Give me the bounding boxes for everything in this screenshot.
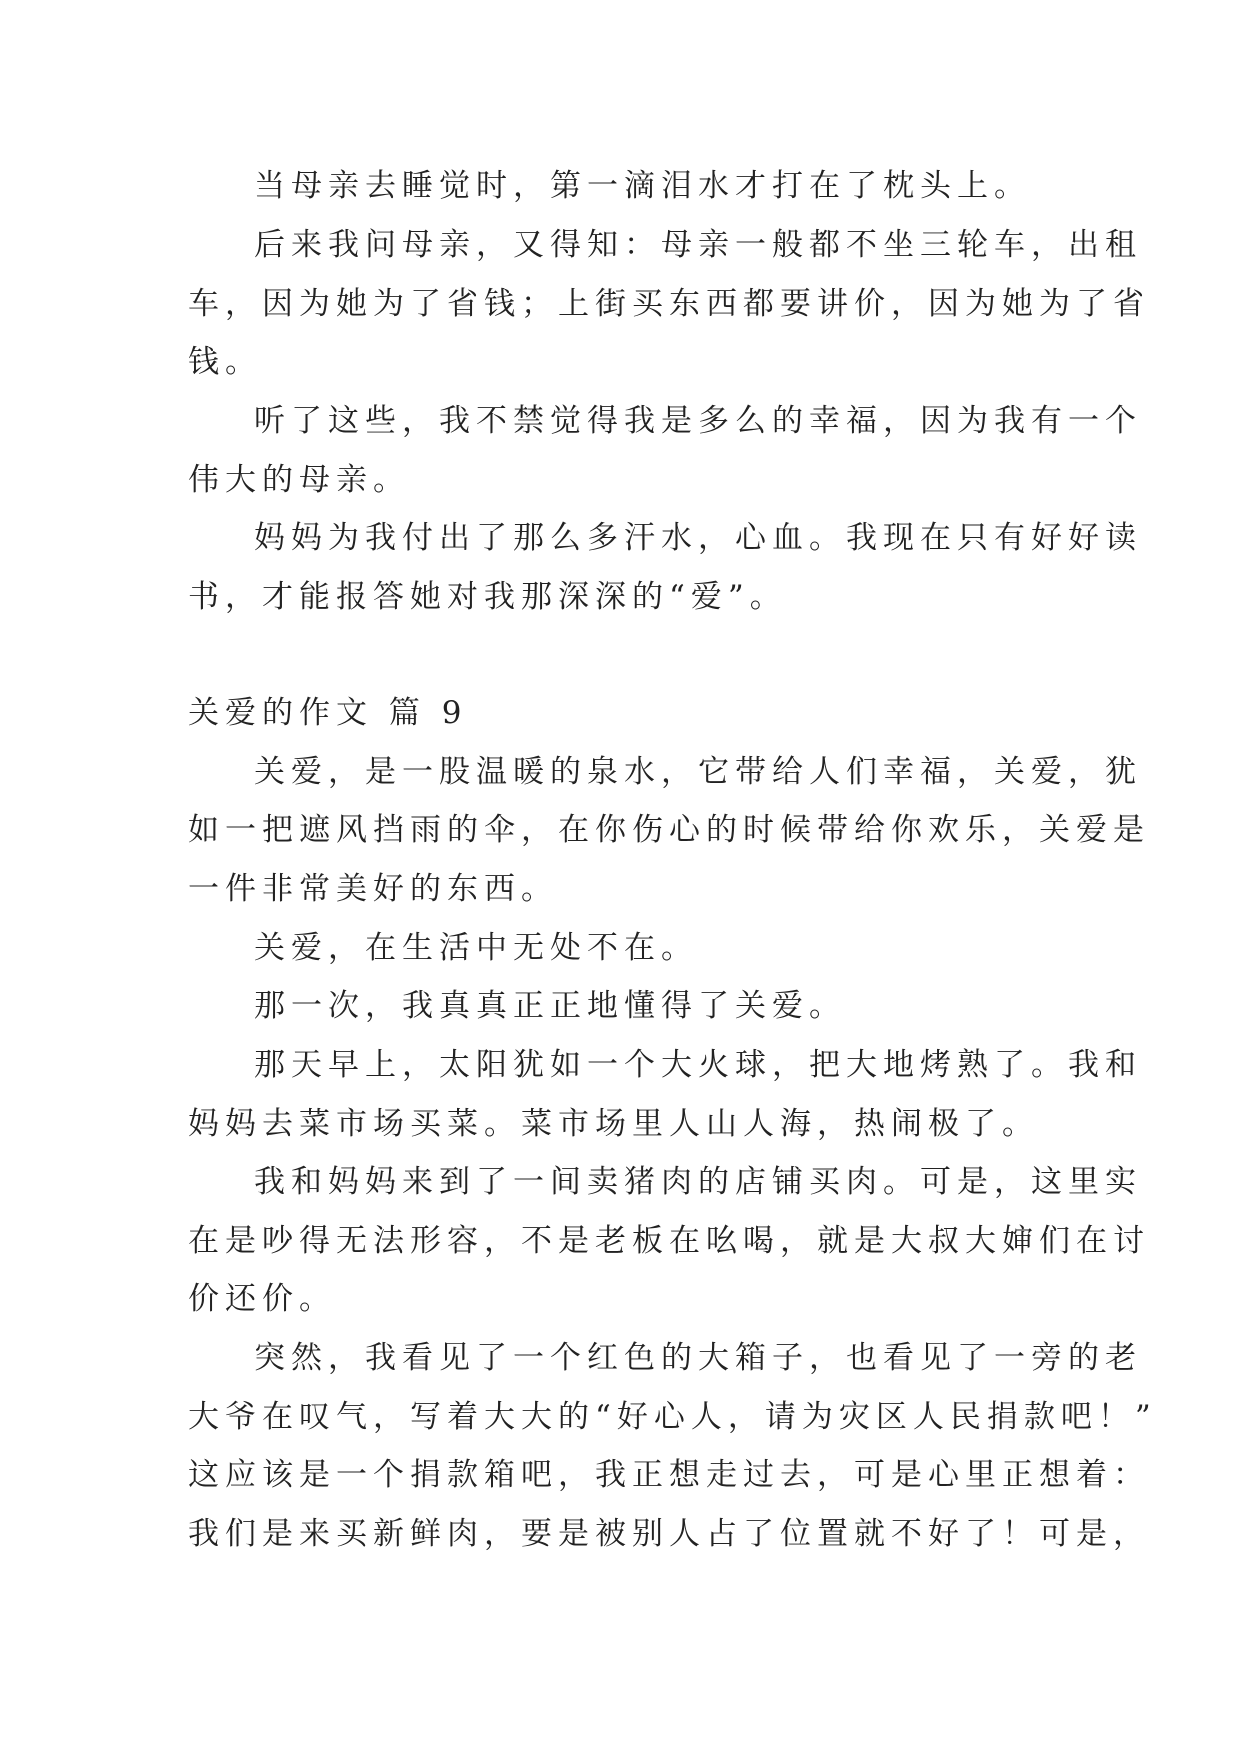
- text-line: 听了这些，我不禁觉得我是多么的幸福，因为我有一个: [254, 403, 1142, 439]
- text-line: 大爷在叹气，写着大大的“好心人，请为灾区人民捐款吧！”: [188, 1399, 1157, 1435]
- text-line: 我们是来买新鲜肉，要是被别人占了位置就不好了！可是，: [188, 1516, 1150, 1552]
- text-line: 妈妈为我付出了那么多汗水，心血。我现在只有好好读: [254, 520, 1142, 556]
- text-line: 价还价。: [188, 1281, 336, 1317]
- text-line: 如一把遮风挡雨的伞，在你伤心的时候带给你欢乐，关爱是: [188, 812, 1150, 848]
- text-line: 突然，我看见了一个红色的大箱子，也看见了一旁的老: [254, 1340, 1142, 1376]
- text-line: 这应该是一个捐款箱吧，我正想走过去，可是心里正想着：: [188, 1457, 1150, 1493]
- text-line: 当母亲去睡觉时，第一滴泪水才打在了枕头上。: [254, 168, 1031, 204]
- text-line: 妈妈去菜市场买菜。菜市场里人山人海，热闹极了。: [188, 1106, 1039, 1142]
- text-line: 在是吵得无法形容，不是老板在吆喝，就是大叔大婶们在讨: [188, 1223, 1150, 1259]
- section-heading: 关爱的作文 篇 9: [188, 695, 468, 731]
- text-line: 那天早上，太阳犹如一个大火球，把大地烤熟了。我和: [254, 1047, 1142, 1083]
- text-line: 车，因为她为了省钱；上街买东西都要讲价，因为她为了省: [188, 286, 1150, 322]
- text-line: 关爱，是一股温暖的泉水，它带给人们幸福，关爱，犹: [254, 754, 1142, 790]
- text-line: 我和妈妈来到了一间卖猪肉的店铺买肉。可是，这里实: [254, 1164, 1142, 1200]
- text-line: 后来我问母亲，又得知：母亲一般都不坐三轮车，出租: [254, 227, 1142, 263]
- text-line: 钱。: [188, 344, 262, 380]
- text-line: 书，才能报答她对我那深深的“爱”。: [188, 579, 787, 615]
- text-line: 关爱，在生活中无处不在。: [254, 930, 698, 966]
- text-line: 一件非常美好的东西。: [188, 871, 558, 907]
- text-line: 伟大的母亲。: [188, 462, 410, 498]
- text-line: 那一次，我真真正正地懂得了关爱。: [254, 988, 846, 1024]
